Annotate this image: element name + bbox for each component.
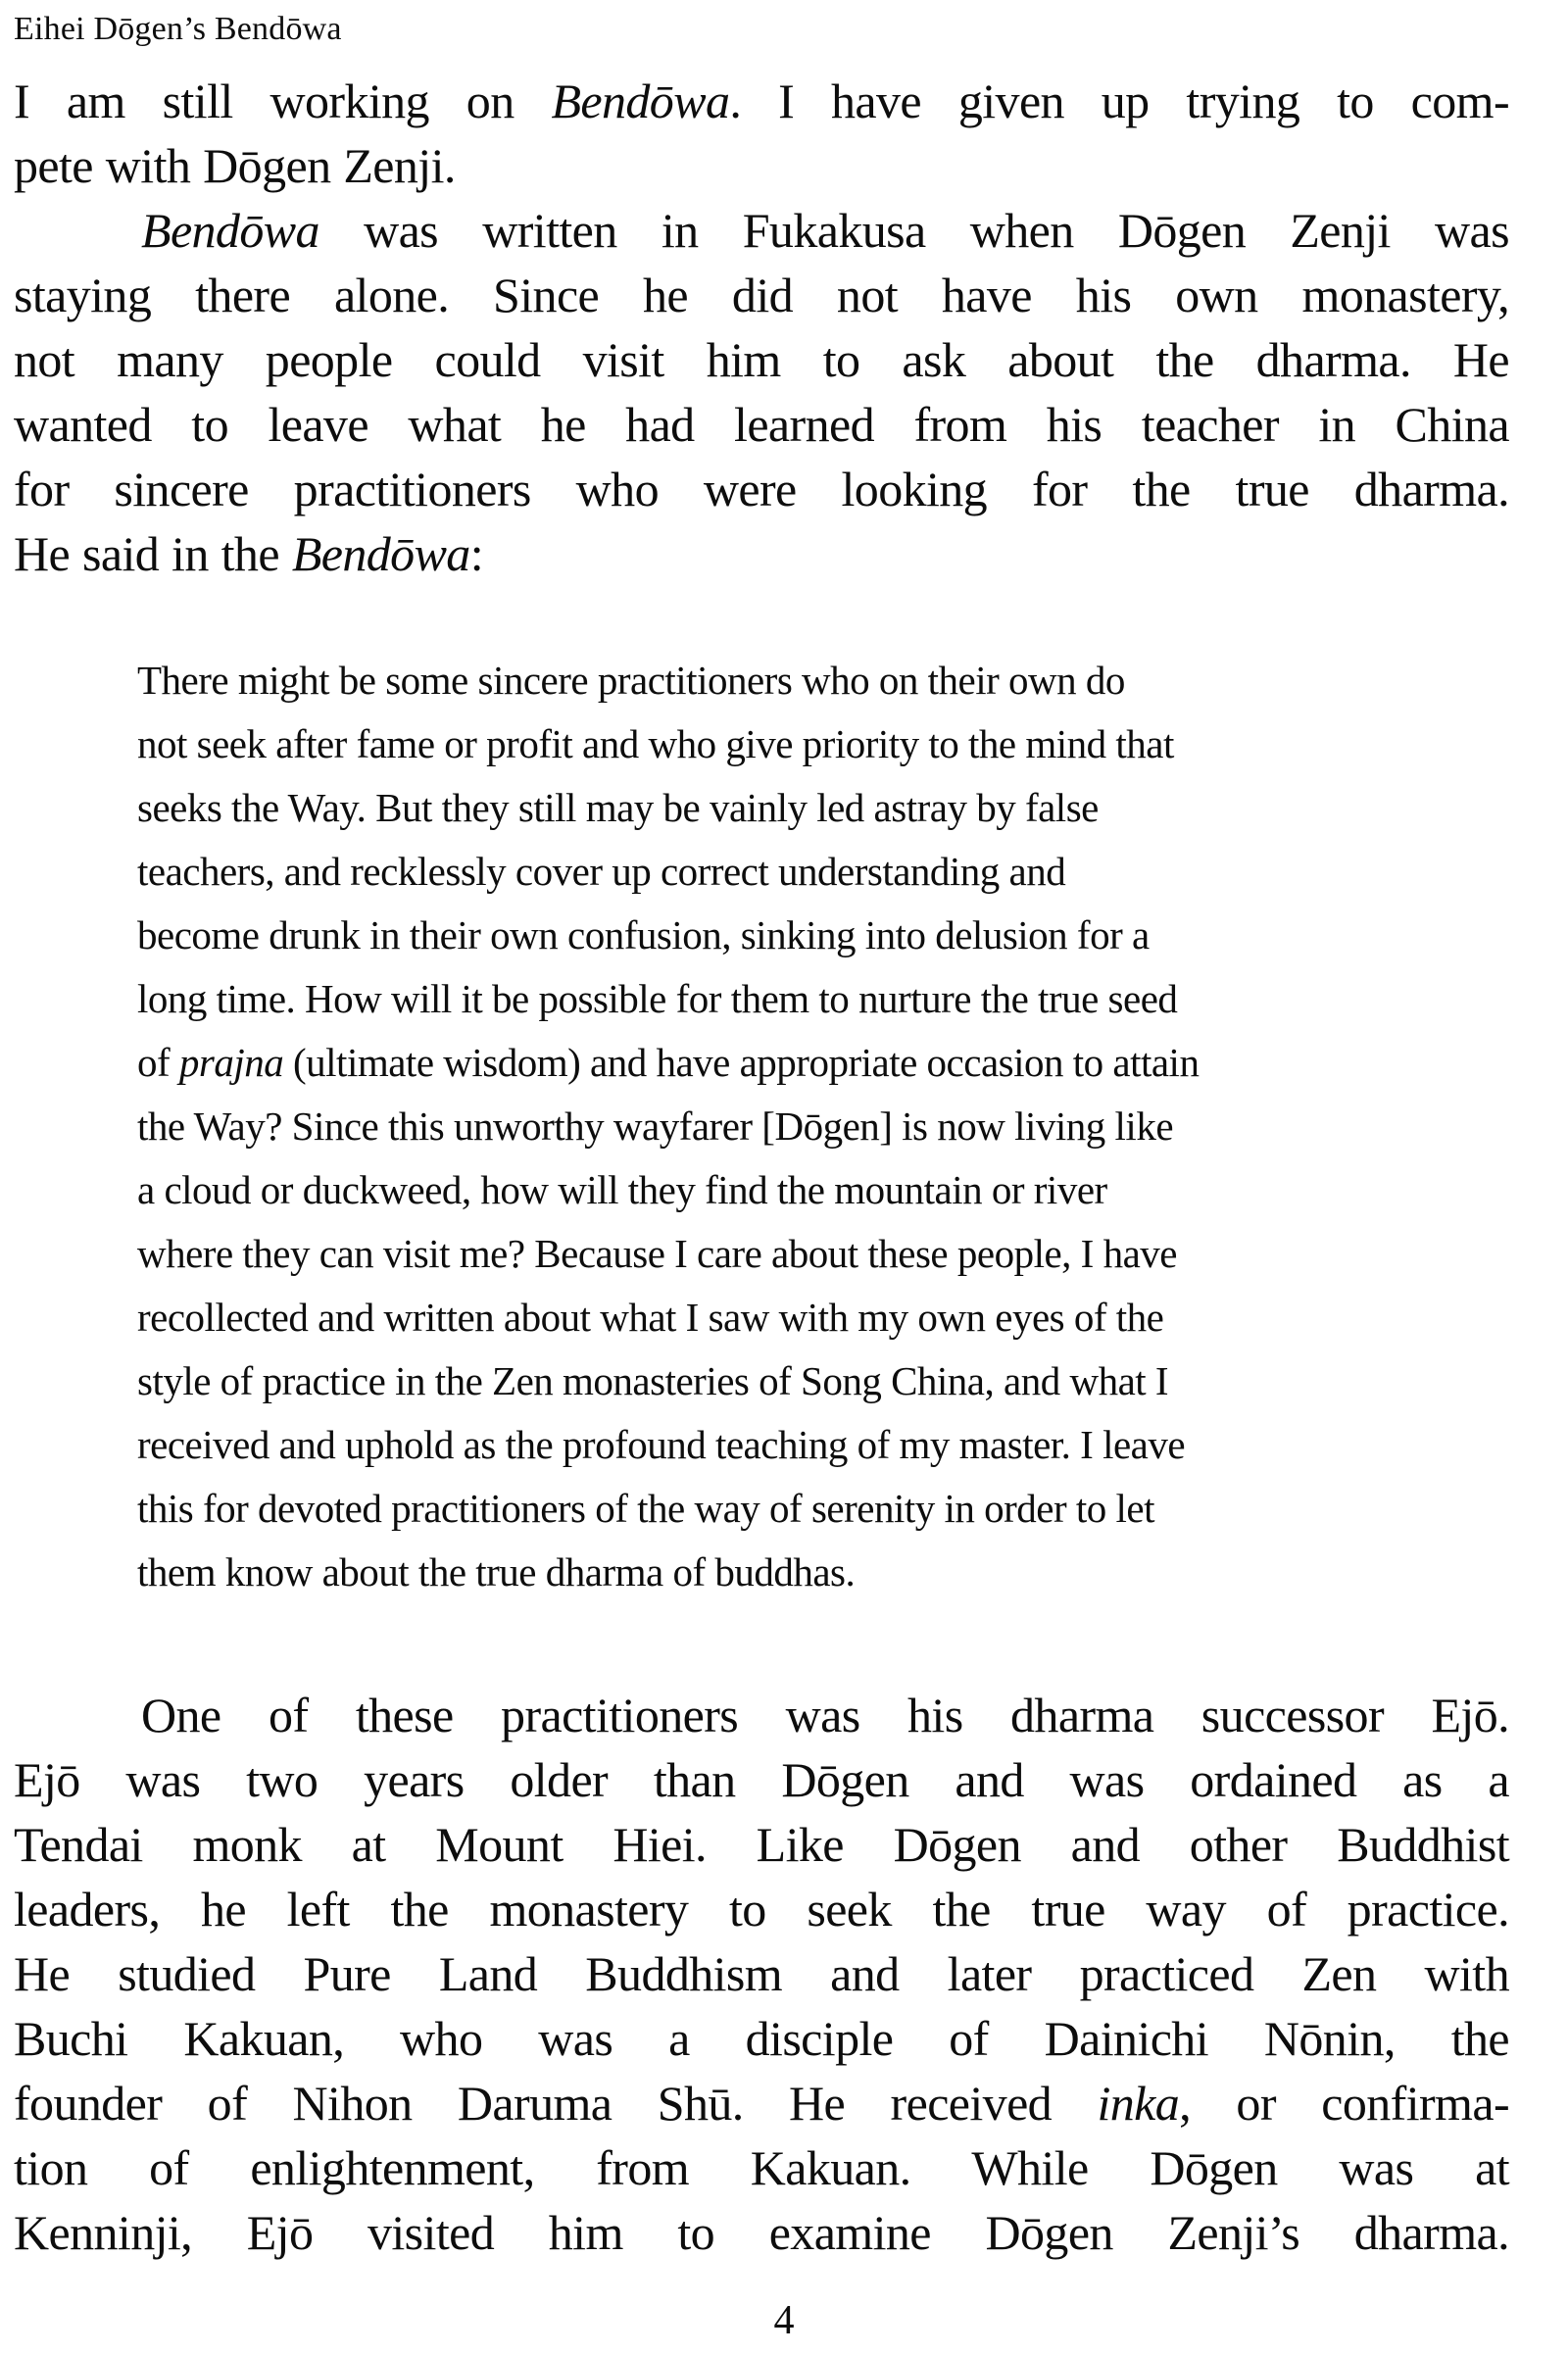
text-line xyxy=(14,1877,1509,1941)
text-line xyxy=(14,392,1509,457)
text-segment: long time. How will it be possible for them to nurture the true seed xyxy=(137,976,1178,1021)
text-line xyxy=(137,1031,1509,1095)
text-segment: where they can visit me? Because I care about these people, I have xyxy=(137,1231,1177,1276)
text-segment: not many people could visit him to ask about the dharma. He xyxy=(14,332,1509,387)
text-segment: Kenninji, Ejō visited him to examine Dōgen Zenji’s dharma. xyxy=(14,2205,1509,2260)
text-segment: Tendai monk at Mount Hiei. Like Dōgen and other Buddhist xyxy=(14,1817,1509,1872)
text-line xyxy=(137,1413,1509,1477)
text-segment: this for devoted practitioners of the way of serenity in order to let xyxy=(137,1486,1155,1531)
text-line xyxy=(137,1541,1509,1604)
text-line xyxy=(137,776,1509,840)
text-segment: : xyxy=(469,526,484,581)
italic-term: inka xyxy=(1097,2076,1180,2131)
text-line xyxy=(137,1286,1509,1349)
text-segment: He studied Pure Land Buddhism and later practiced Zen with xyxy=(14,1946,1509,2001)
text-segment: seeks the Way. But they still may be vainly led astray by false xyxy=(137,785,1099,830)
text-segment: , or confirma- xyxy=(1179,2076,1509,2131)
text-line xyxy=(137,967,1509,1031)
text-segment: them know about the true dharma of buddhas. xyxy=(137,1549,856,1594)
italic-term: Bendōwa xyxy=(141,203,319,258)
block-quote xyxy=(137,649,1509,1604)
text-segment: (ultimate wisdom) and have appropriate occasion to attain xyxy=(283,1040,1200,1085)
page-number: 4 xyxy=(773,2298,795,2343)
text-line xyxy=(137,1349,1509,1413)
text-line xyxy=(137,1158,1509,1222)
text-line xyxy=(14,133,1509,198)
text-line xyxy=(14,457,1509,521)
text-segment: leaders, he left the monastery to seek the true way of practice. xyxy=(14,1882,1509,1937)
text-segment: Ejō was two years older than Dōgen and was ordained as a xyxy=(14,1752,1509,1807)
text-segment: a cloud or duckweed, how will they find the mountain or river xyxy=(137,1167,1107,1212)
text-segment: There might be some sincere practitioners who on their own do xyxy=(137,658,1125,703)
text-line xyxy=(137,1222,1509,1286)
text-line xyxy=(137,649,1509,712)
text-segment: style of practice in the Zen monasteries of Song China, and what I xyxy=(137,1358,1169,1403)
text-line xyxy=(137,712,1509,776)
italic-term: prajna xyxy=(178,1040,284,1085)
text-segment: teachers, and recklessly cover up correct understanding and xyxy=(137,849,1066,894)
text-line xyxy=(14,1941,1509,2006)
text-line xyxy=(137,904,1509,967)
italic-term: Bendōwa xyxy=(291,526,470,581)
text-segment: One of these practitioners was his dharma successor Ejō. xyxy=(141,1688,1509,1742)
text-segment: not seek after fame or profit and who give priority to the mind that xyxy=(137,721,1174,766)
text-line xyxy=(14,198,1509,263)
text-body xyxy=(14,69,1509,2265)
text-segment: tion of enlightenment, from Kakuan. While Dōgen was at xyxy=(14,2140,1509,2195)
text-line xyxy=(14,263,1509,327)
text-line xyxy=(137,840,1509,904)
text-segment: Buchi Kakuan, who was a disciple of Dainichi Nōnin, the xyxy=(14,2011,1509,2066)
text-line xyxy=(14,2071,1509,2135)
text-line xyxy=(14,69,1509,133)
paragraph xyxy=(14,1683,1509,2265)
paragraph xyxy=(14,69,1509,198)
text-segment: recollected and written about what I saw with my own eyes of the xyxy=(137,1295,1164,1340)
text-segment: staying there alone. Since he did not have his own monastery, xyxy=(14,268,1509,322)
text-line xyxy=(14,1812,1509,1877)
text-segment: I am still working on xyxy=(14,74,552,128)
text-segment: received and uphold as the profound teaching of my master. I leave xyxy=(137,1422,1186,1467)
text-line xyxy=(137,1477,1509,1541)
text-line xyxy=(14,1747,1509,1812)
text-segment: for sincere practitioners who were looking for the true dharma. xyxy=(14,462,1509,516)
text-line xyxy=(14,1683,1509,1747)
italic-term: Bendōwa xyxy=(551,74,730,128)
text-segment: pete with Dōgen Zenji. xyxy=(14,138,456,193)
running-header: Eihei Dōgen’s Bendōwa xyxy=(14,11,342,47)
text-segment: founder of Nihon Daruma Shū. He received xyxy=(14,2076,1098,2131)
text-segment: He said in the xyxy=(14,526,292,581)
text-segment: was written in Fukakusa when Dōgen Zenji was xyxy=(318,203,1509,258)
text-segment: become drunk in their own confusion, sinking into delusion for a xyxy=(137,912,1150,957)
text-line xyxy=(137,1095,1509,1158)
text-line xyxy=(14,2200,1509,2265)
text-segment: of xyxy=(137,1040,179,1085)
text-segment: . I have given up trying to com- xyxy=(729,74,1509,128)
text-line xyxy=(14,327,1509,392)
text-line xyxy=(14,2006,1509,2071)
paragraph xyxy=(14,198,1509,586)
text-line xyxy=(14,521,1509,586)
text-segment: wanted to leave what he had learned from his teacher in China xyxy=(14,397,1509,452)
text-line xyxy=(14,2135,1509,2200)
text-segment: the Way? Since this unworthy wayfarer [Dōgen] is now living like xyxy=(137,1103,1174,1149)
